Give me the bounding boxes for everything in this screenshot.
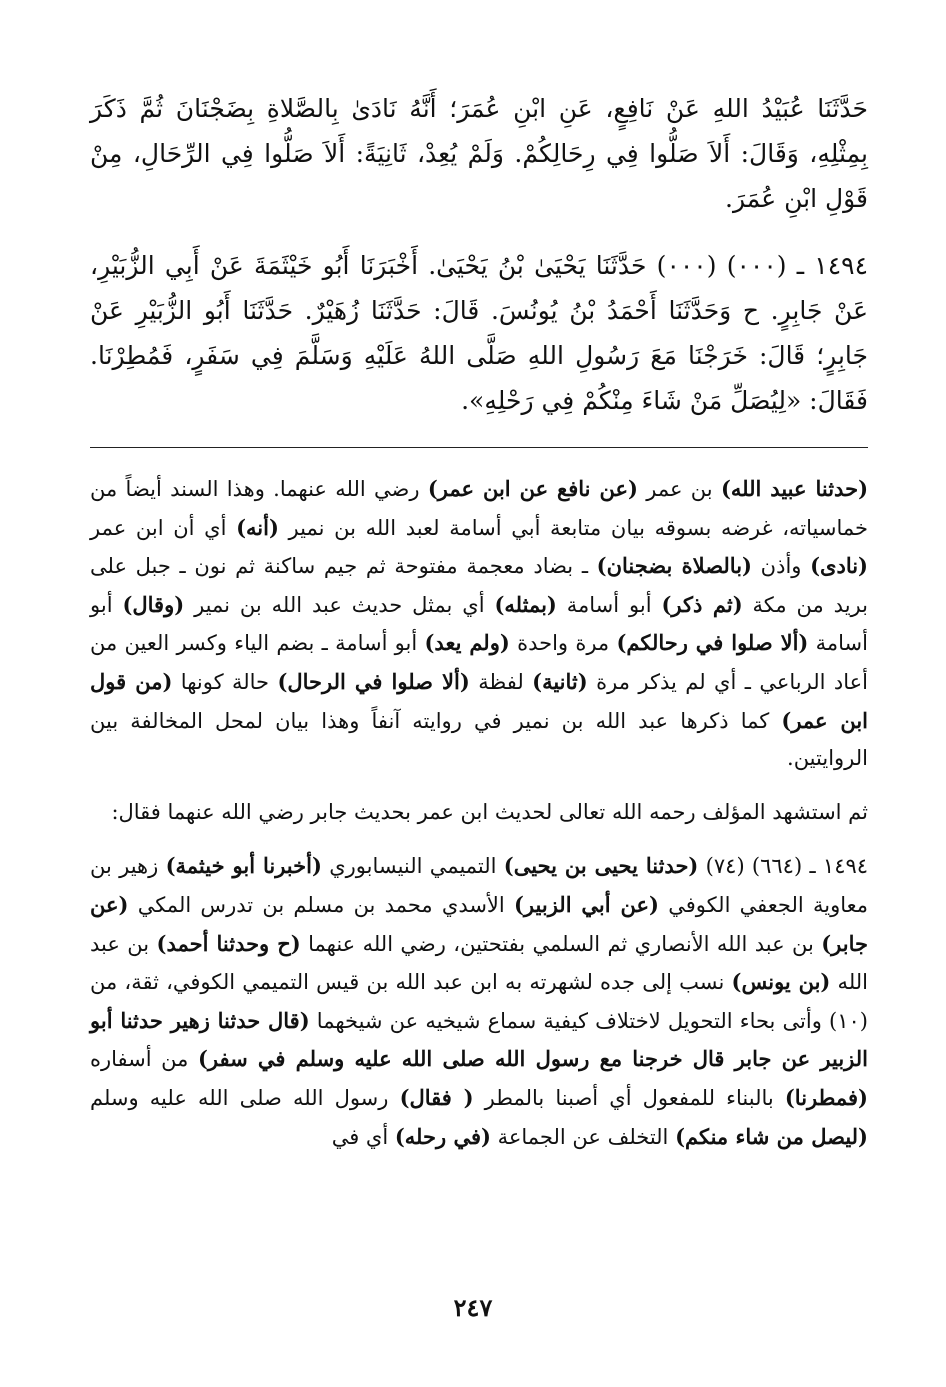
- bold-quoted-phrase: (ح وحدثنا أحمد): [156, 930, 301, 956]
- document-page: [90, 86, 868, 1156]
- commentary-text: حالة كونها: [172, 669, 278, 694]
- bold-quoted-phrase: (ألا صلوا في رحالكم): [616, 630, 809, 656]
- bold-quoted-phrase: (عن جابر): [90, 891, 868, 956]
- bold-quoted-phrase: (في رحله): [394, 1123, 491, 1149]
- commentary-text: زهير بن معاوية الجعفي الكوفي: [90, 854, 868, 917]
- commentary-paragraph-2: [90, 794, 868, 832]
- commentary-text: أبو أسامة ـ بضم الياء وكسر العين من أعاد الرباعي ـ أي لم يذكر مرة: [90, 631, 868, 694]
- commentary-text: نسب إلى جده لشهرته به ابن عبد الله بن قيس التميمي الكوفي، ثقة، من (١٠) وأتى بحاء التحويل لاختلاف كيفية سماع شيخيه عن شيخهما: [90, 970, 868, 1033]
- bold-quoted-phrase: (ثانية): [532, 668, 588, 694]
- bold-quoted-phrase: (فمطرنا): [784, 1084, 868, 1110]
- commentary-text: التخلف عن الجماعة: [490, 1124, 676, 1149]
- commentary-text: كما ذكرها عبد الله بن نمير في روايته آنفاً وهذا بيان لمحل المخالفة بين الروايتين.: [90, 708, 868, 771]
- hadith-text-1: حَدَّثَنَا عُبَيْدُ اللهِ عَنْ نَافِعٍ، عَنِ ابْنِ عُمَرَ؛ أَنَّهُ نَادَىٰ بِالصَّلاةِ بِضَجْنَانَ ثُمَّ ذَكَرَ بِمِثْلِهِ، وَقَالَ: أَلاَ صَلُّوا فِي رِحَالِكُمْ. وَلَمْ يُعِدْ، ثَانِيَةً: أَلاَ صَلُّوا فِي الرِّحَالِ، مِنْ قَوْلِ ابْنِ عُمَرَ.: [90, 94, 868, 213]
- commentary-text: ١٤٩٤ ـ (٦٦٤) (٧٤): [698, 854, 869, 879]
- commentary-text: بن عبد الله الأنصاري ثم السلمي بفتحتين، رضي الله عنهما: [300, 931, 822, 956]
- bold-quoted-phrase: (بالصلاة بضجنان): [596, 553, 752, 579]
- bold-quoted-phrase: (ولم يعد): [424, 630, 510, 656]
- bold-quoted-phrase: (حدثنا عبيد الله): [720, 476, 868, 501]
- commentary-text: بن عبد الله: [90, 931, 869, 995]
- commentary-text: الأسدي محمد بن مسلم بن تدرس المكي: [128, 892, 514, 917]
- commentary-text: أي بمثل حديث عبد الله بن نمير: [184, 592, 495, 617]
- bold-quoted-phrase: (عن نافع عن ابن عمر): [427, 476, 638, 501]
- bold-quoted-phrase: (حدثنا يحيى بن يحيى): [503, 853, 699, 879]
- bold-quoted-phrase: (عن أبي الزبير): [514, 891, 659, 917]
- commentary-text: رضي الله عنهما. وهذا السند أيضاً من خماسياته، غرضه بسوقه بيان متابعة أبي أسامة لعبد الله بن نمير: [90, 477, 869, 540]
- bold-quoted-phrase: (نادى): [810, 553, 868, 579]
- commentary-text: أبو أسامة: [90, 592, 868, 656]
- commentary-text: وأذن: [752, 554, 811, 579]
- commentary-text: أي أن ابن عمر: [90, 515, 237, 540]
- bold-quoted-phrase: (أخبرنا أبو خيثمة): [165, 853, 322, 879]
- bold-quoted-phrase: (ليصل من شاء منكم): [675, 1123, 868, 1149]
- bold-quoted-phrase: (ألا صلوا في الرحال): [277, 668, 470, 694]
- commentary-text: ـ بضاد معجمة مفتوحة ثم جيم ساكنة ثم نون ـ جبل على بريد من مكة: [90, 554, 868, 617]
- commentary-text: ثم استشهد المؤلف رحمه الله تعالى لحديث ابن عمر بحديث جابر رضي الله عنهما فقال:: [111, 799, 868, 824]
- hadith-text-2: ١٤٩٤ ـ (٠٠٠) (٠٠٠) حَدَّثَنَا يَحْيَىٰ بْنُ يَحْيَىٰ. أَخْبَرَنَا أَبُو خَيْثَمَةَ عَنْ أَبِي الزُّبَيْرِ، عَنْ جَابِرٍ. ح وَحَدَّثَنَا أَحْمَدُ بْنُ يُونُسَ. قَالَ: حَدَّثَنَا زُهَيْرٌ. حَدَّثَنَا أَبُو الزُّبَيْرِ عَنْ جَابِرٍ؛ قَالَ: خَرَجْنَا مَعَ رَسُولِ اللهِ صَلَّى اللهُ عَلَيْهِ وَسَلَّمَ فِي سَفَرٍ، فَمُطِرْنَا. فَقَالَ: «لِيُصَلِّ مَنْ شَاءَ مِنْكُمْ فِي رَحْلِهِ».: [90, 251, 868, 415]
- commentary-text: لفظة: [469, 669, 533, 694]
- bold-quoted-phrase: (أنه): [236, 514, 279, 540]
- bold-quoted-phrase: (بن يونس): [731, 969, 831, 995]
- bold-quoted-phrase: (ثم ذكر): [661, 591, 743, 617]
- bold-quoted-phrase: (من قول ابن عمر): [90, 668, 869, 733]
- commentary-paragraph-1: [90, 470, 868, 778]
- footnote-divider: [90, 447, 868, 448]
- bold-quoted-phrase: ( فقال): [399, 1084, 474, 1110]
- commentary-text: من أسفاره: [90, 1047, 198, 1072]
- commentary-text: رسول الله صلى الله عليه وسلم: [90, 1085, 400, 1110]
- bold-quoted-phrase: (وقال): [122, 591, 185, 617]
- bold-quoted-phrase: (بمثله): [494, 591, 557, 617]
- commentary-text: أي في: [331, 1124, 395, 1149]
- commentary-text: التميمي النيسابوري: [321, 854, 504, 879]
- commentary-text: أبو أسامة: [556, 592, 662, 617]
- commentary-text: بالبناء للمفعول أي أصبنا بالمطر: [473, 1085, 785, 1110]
- commentary-text: مرة واحدة: [509, 631, 617, 656]
- bold-quoted-phrase: (قال حدثنا زهير حدثنا أبو الزبير عن جابر قال خرجنا مع رسول الله صلى الله عليه وسلم في سفر): [90, 1007, 868, 1072]
- commentary-text: بن عمر: [637, 477, 721, 501]
- commentary-paragraph-3: [90, 847, 868, 1156]
- page-number: ٢٤٧: [453, 1293, 493, 1322]
